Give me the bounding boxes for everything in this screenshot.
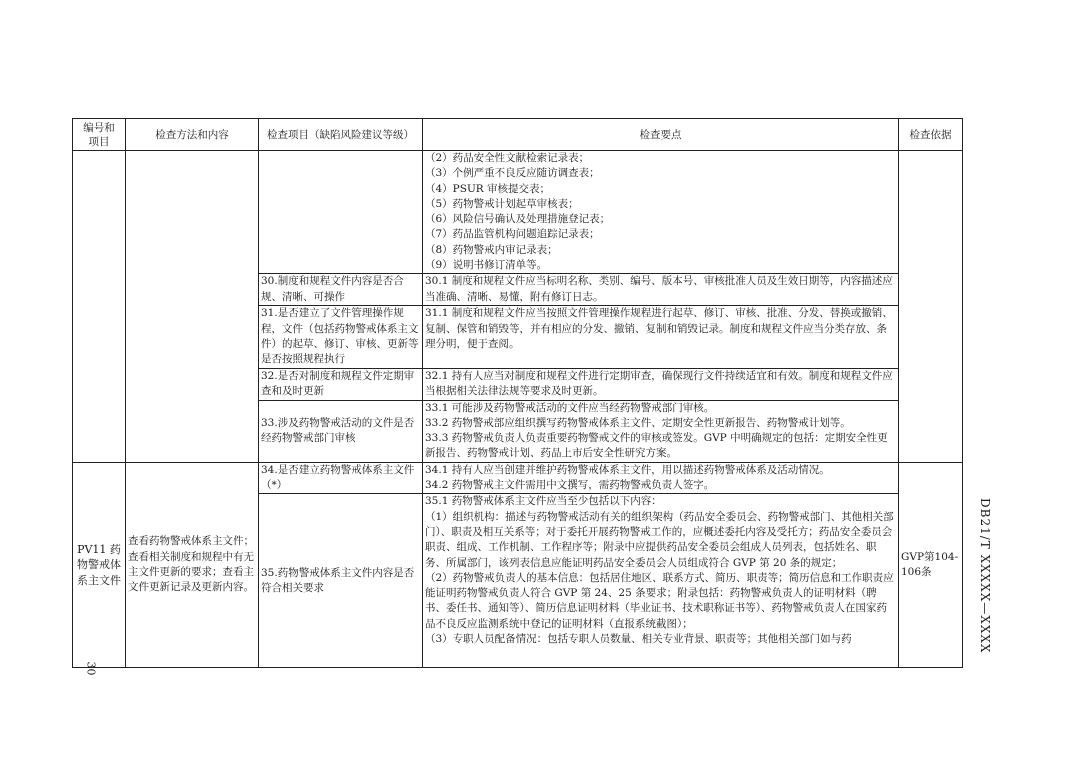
pv11-methods: 查看药物警戒体系主文件；查看相关制度和规程中有无主文件更新的要求；查看主文件更新记录及更新内容。 xyxy=(126,462,259,668)
item-32: 32.是否对制度和规程文件定期审查和及时更新 xyxy=(259,368,423,400)
pv11-basis: GVP第104-106条 xyxy=(899,462,963,668)
header-method: 检查方法和内容 xyxy=(126,119,259,151)
point-line: （5）药物警戒计划起草审核表； xyxy=(425,197,579,210)
point-34-2: 34.2 药物警戒主文件需用中文撰写，需药物警戒负责人签字。 xyxy=(425,479,715,492)
header-basis: 检查依据 xyxy=(899,119,963,151)
point-35-1: 35.1 药物警戒体系主文件应当至少包括以下内容： xyxy=(425,495,662,508)
item-31: 31.是否建立了文件管理操作规程，文件（包括药物警戒体系主文件）的起草、修订、审核、更新等是否按照规程执行 xyxy=(259,306,423,368)
point-33-1: 33.1 可能涉及药物警戒活动的文件应当经药物警戒部门审核。 xyxy=(425,401,715,414)
point-line: （3）个例严重不良反应随访调查表； xyxy=(425,167,600,180)
points-35 xyxy=(423,494,899,668)
points-34 xyxy=(423,462,899,494)
point-33-2: 33.2 药物警戒部应组织撰写药物警戒体系主文件、定期安全性更新报告、药物警戒计划等。 xyxy=(425,416,851,429)
pv11-code: PV11 药物警戒体系主文件 xyxy=(73,462,126,668)
point-30-1: 30.1 制度和规程文件应当标明名称、类别、编号、版本号、审核批准人员及生效日期等，内容描述应当准确、清晰、易懂，附有修订日志。 xyxy=(423,274,899,306)
method-cell-blank xyxy=(126,151,259,463)
page-number: 30 xyxy=(84,661,98,676)
inspection-table xyxy=(72,118,963,668)
point-32-1: 32.1 持有人应当对制度和规程文件进行定期审查，确保现行文件持续适宜和有效。制度和规程文件应当根据相关法律法规等要求及时更新。 xyxy=(423,368,899,400)
point-line: （8）药物警戒内审记录表； xyxy=(425,243,558,256)
point-35-staff: （3）专职人员配备情况：包括专职人员数量、相关专业背景、职责等；其他相关部门如与药 xyxy=(425,633,852,646)
points-33 xyxy=(423,400,899,462)
table-row xyxy=(73,462,963,494)
header-item: 检查项目（缺陷风险建议等级） xyxy=(259,119,423,151)
header-points: 检查要点 xyxy=(423,119,899,151)
point-34-1: 34.1 持有人应当创建并维护药物警戒体系主文件，用以描述药物警戒体系及活动情况。 xyxy=(425,463,830,476)
point-35-org: （1）组织机构：描述与药物警戒活动有关的组织架构（药品安全委员会、药物警戒部门、其他相关部门）、职责及相互关系等；对于委托开展药物警戒工作的，应概述委托内容及受托方；药品安全委员会职责、组成、工作机制、工作程序等；附录中应提供药品安全委员会组成人员列表，包括姓名、职务、所属部门，该列表信息应能证明药品安全委员会人员组成符合 GVP 第 20 条的规定； xyxy=(425,510,894,569)
item-34: 34.是否建立药物警戒体系主文件（*） xyxy=(259,462,423,494)
item-33: 33.涉及药物警戒活动的文件是否经药物警戒部门审核 xyxy=(259,400,423,462)
point-line: （9）说明书修订清单等。 xyxy=(425,259,548,272)
point-33-3: 33.3 药物警戒负责人负责重要药物警戒文件的审核或签发。GVP 中明确规定的包括：定期安全性更新报告、药物警戒计划、药品上市后安全性研究方案。 xyxy=(425,432,888,460)
item-35: 35.药物警戒体系主文件内容是否符合相关要求 xyxy=(259,494,423,668)
point-line: （2）药品安全性文献检索记录表； xyxy=(425,152,590,164)
point-31-1: 31.1 制度和规程文件应当按照文件管理操作规程进行起草、修订、审核、批准、分发、替换或撤销、复制、保管和销毁等，并有相应的分发、撤销、复制和销毁记录。制度和规程文件应当分类存放、条理分明，便于查阅。 xyxy=(423,306,899,368)
code-cell-blank xyxy=(73,151,126,463)
table-row xyxy=(73,151,963,274)
item-cell-blank xyxy=(259,151,423,274)
header-code: 编号和项目 xyxy=(73,119,126,151)
point-35-head: （2）药物警戒负责人的基本信息：包括居住地区、联系方式、简历、职责等；简历信息和工作职责应能证明药物警戒负责人符合 GVP 第 24、25 条要求；附录包括：药物警戒负责人的证明材料（聘书、委任书、通知等）、简历信息证明材料（毕业证书、技术职称证书等）、药物警戒负责人在国家药品不良反应监测系统中登记的证明材料（直报系统截图）； xyxy=(425,571,894,630)
header-row xyxy=(73,119,963,151)
standard-number-label: DB21/T XXXXX—XXXX xyxy=(978,498,992,654)
point-line: （4）PSUR 审核提交表； xyxy=(425,182,551,195)
point-line: （7）药品监管机构问题追踪记录表； xyxy=(425,228,600,241)
basis-cell-blank xyxy=(899,151,963,463)
item-30: 30.制度和规程文件内容是否合规、清晰、可操作 xyxy=(259,274,423,306)
points-cell xyxy=(423,151,899,274)
point-line: （6）风险信号确认及处理措施登记表； xyxy=(425,213,611,226)
